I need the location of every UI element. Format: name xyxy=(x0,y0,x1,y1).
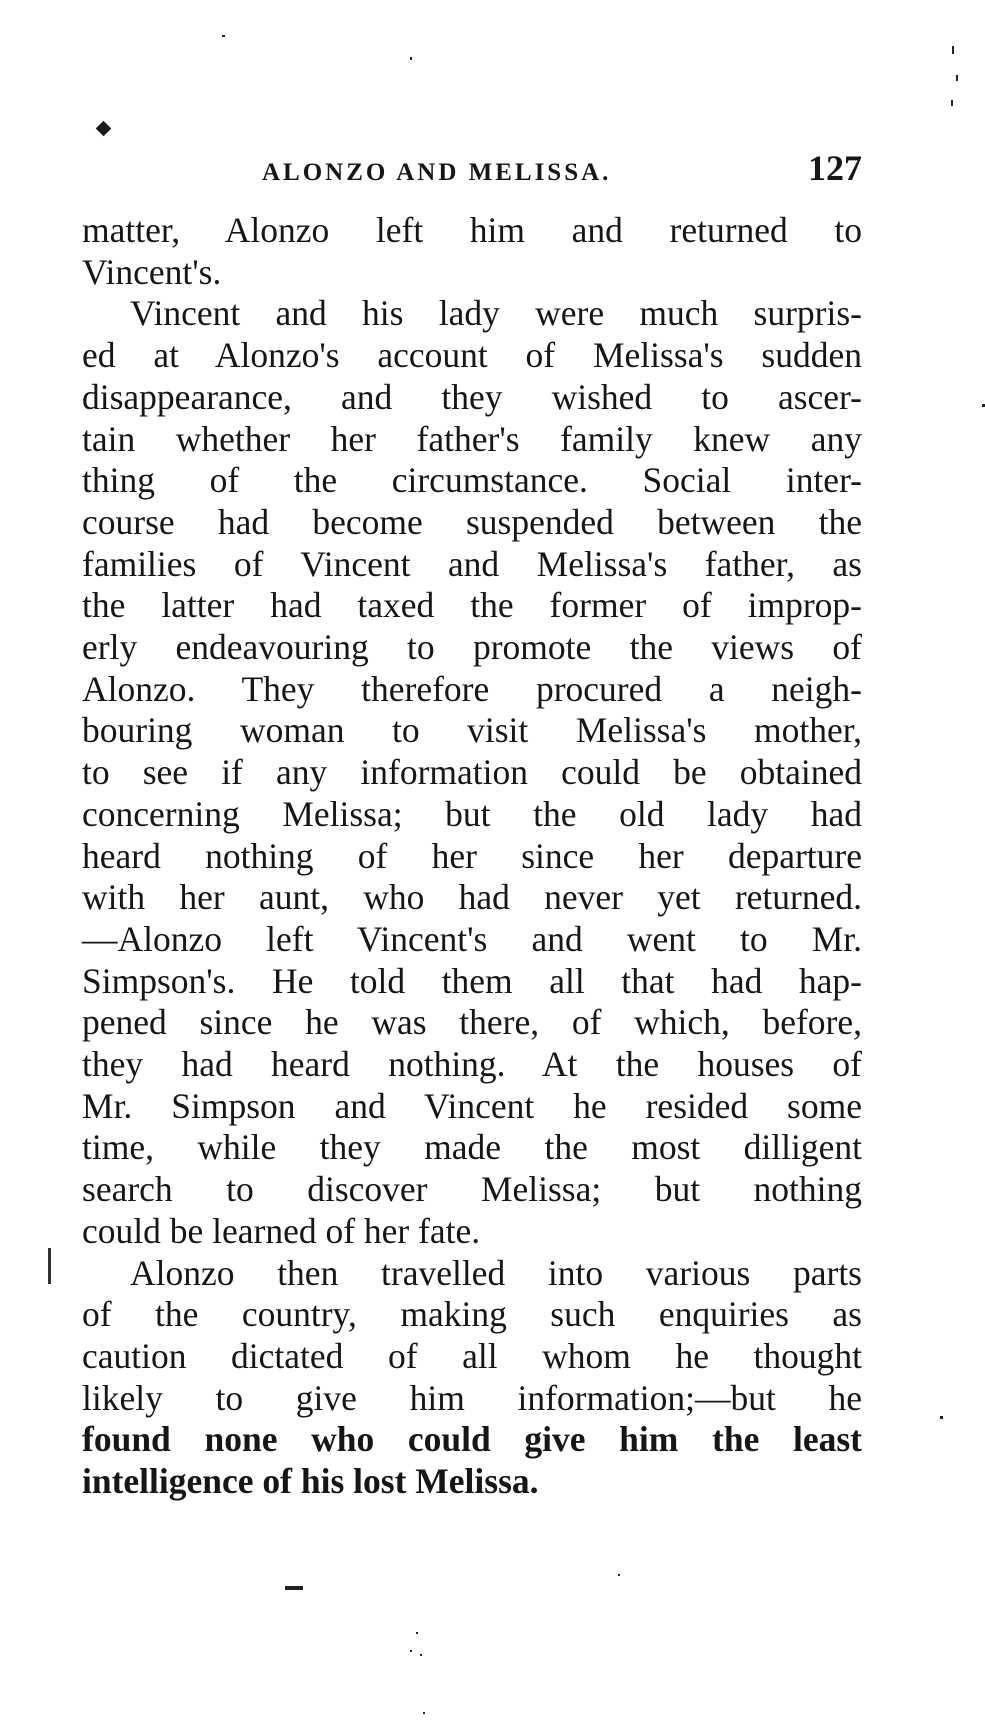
scan-speck xyxy=(940,1416,943,1419)
text-line: course had become suspended between the xyxy=(82,501,862,542)
text-line: Vincent and his lady were much surpris- xyxy=(130,293,862,334)
text-line: Simpson's. He told them all that had hap- xyxy=(82,960,862,1001)
text-line: Mr. Simpson and Vincent he resided some xyxy=(82,1085,862,1126)
text-line: —Alonzo left Vincent's and went to Mr. xyxy=(82,918,862,959)
scan-speck xyxy=(618,1574,620,1576)
text-line: intelligence of his lost Melissa. xyxy=(82,1461,539,1502)
page-number: 127 xyxy=(808,148,862,188)
text-line: thing of the circumstance. Social inter- xyxy=(82,460,862,501)
text-line: tain whether her father's family knew any xyxy=(82,418,862,459)
printer-ornament-mark xyxy=(96,121,112,137)
paragraph-1 xyxy=(82,210,862,293)
text-line: Vincent's. xyxy=(82,251,222,292)
scan-speck xyxy=(952,46,954,54)
running-title: ALONZO AND MELISSA. xyxy=(262,159,612,186)
text-line: they had heard nothing. At the houses of xyxy=(82,1044,862,1085)
scan-speck xyxy=(951,100,953,106)
scan-speck xyxy=(410,57,412,60)
text-line: families of Vincent and Melissa's father, as xyxy=(82,543,862,584)
scan-speck xyxy=(222,35,225,37)
text-line: disappearance, and they wished to ascer- xyxy=(82,376,862,417)
text-line: with her aunt, who had never yet returned. xyxy=(82,877,862,918)
text-line: likely to give him information;—but he xyxy=(82,1377,862,1418)
text-line: Alonzo. They therefore procured a neigh- xyxy=(82,668,862,709)
text-line: pened since he was there, of which, before, xyxy=(82,1002,862,1043)
scan-speck xyxy=(423,1712,425,1714)
text-line: erly endeavouring to promote the views of xyxy=(82,627,862,668)
paragraph-2 xyxy=(82,293,862,1252)
text-line: could be learned of her fate. xyxy=(82,1210,481,1251)
scan-speck xyxy=(420,1654,422,1656)
text-line: found none who could give him the least xyxy=(82,1419,862,1460)
text-line: to see if any information could be obtained xyxy=(82,752,862,793)
text-line: caution dictated of all whom he thought xyxy=(82,1335,862,1376)
body-text xyxy=(82,210,862,1503)
text-line: ed at Alonzo's account of Melissa's sudden xyxy=(82,335,862,376)
text-line: of the country, making such enquiries as xyxy=(82,1294,862,1335)
text-line: concerning Melissa; but the old lady had xyxy=(82,793,862,834)
margin-mark xyxy=(48,1248,51,1284)
text-line: matter, Alonzo left him and returned to xyxy=(82,210,862,250)
text-line: bouring woman to visit Melissa's mother, xyxy=(82,710,862,751)
text-line: the latter had taxed the former of improp- xyxy=(82,585,862,626)
text-line: Alonzo then travelled into various parts xyxy=(130,1252,862,1293)
running-head xyxy=(82,147,862,197)
text-line: search to discover Melissa; but nothing xyxy=(82,1169,862,1210)
text-line: heard nothing of her since her departure xyxy=(82,835,862,876)
paragraph-3 xyxy=(82,1253,862,1503)
scan-speck xyxy=(416,1632,418,1634)
scan-speck xyxy=(956,75,958,81)
text-line: time, while they made the most dilligent xyxy=(82,1127,862,1168)
printer-dash-mark xyxy=(285,1586,303,1590)
scan-speck xyxy=(410,1650,412,1652)
